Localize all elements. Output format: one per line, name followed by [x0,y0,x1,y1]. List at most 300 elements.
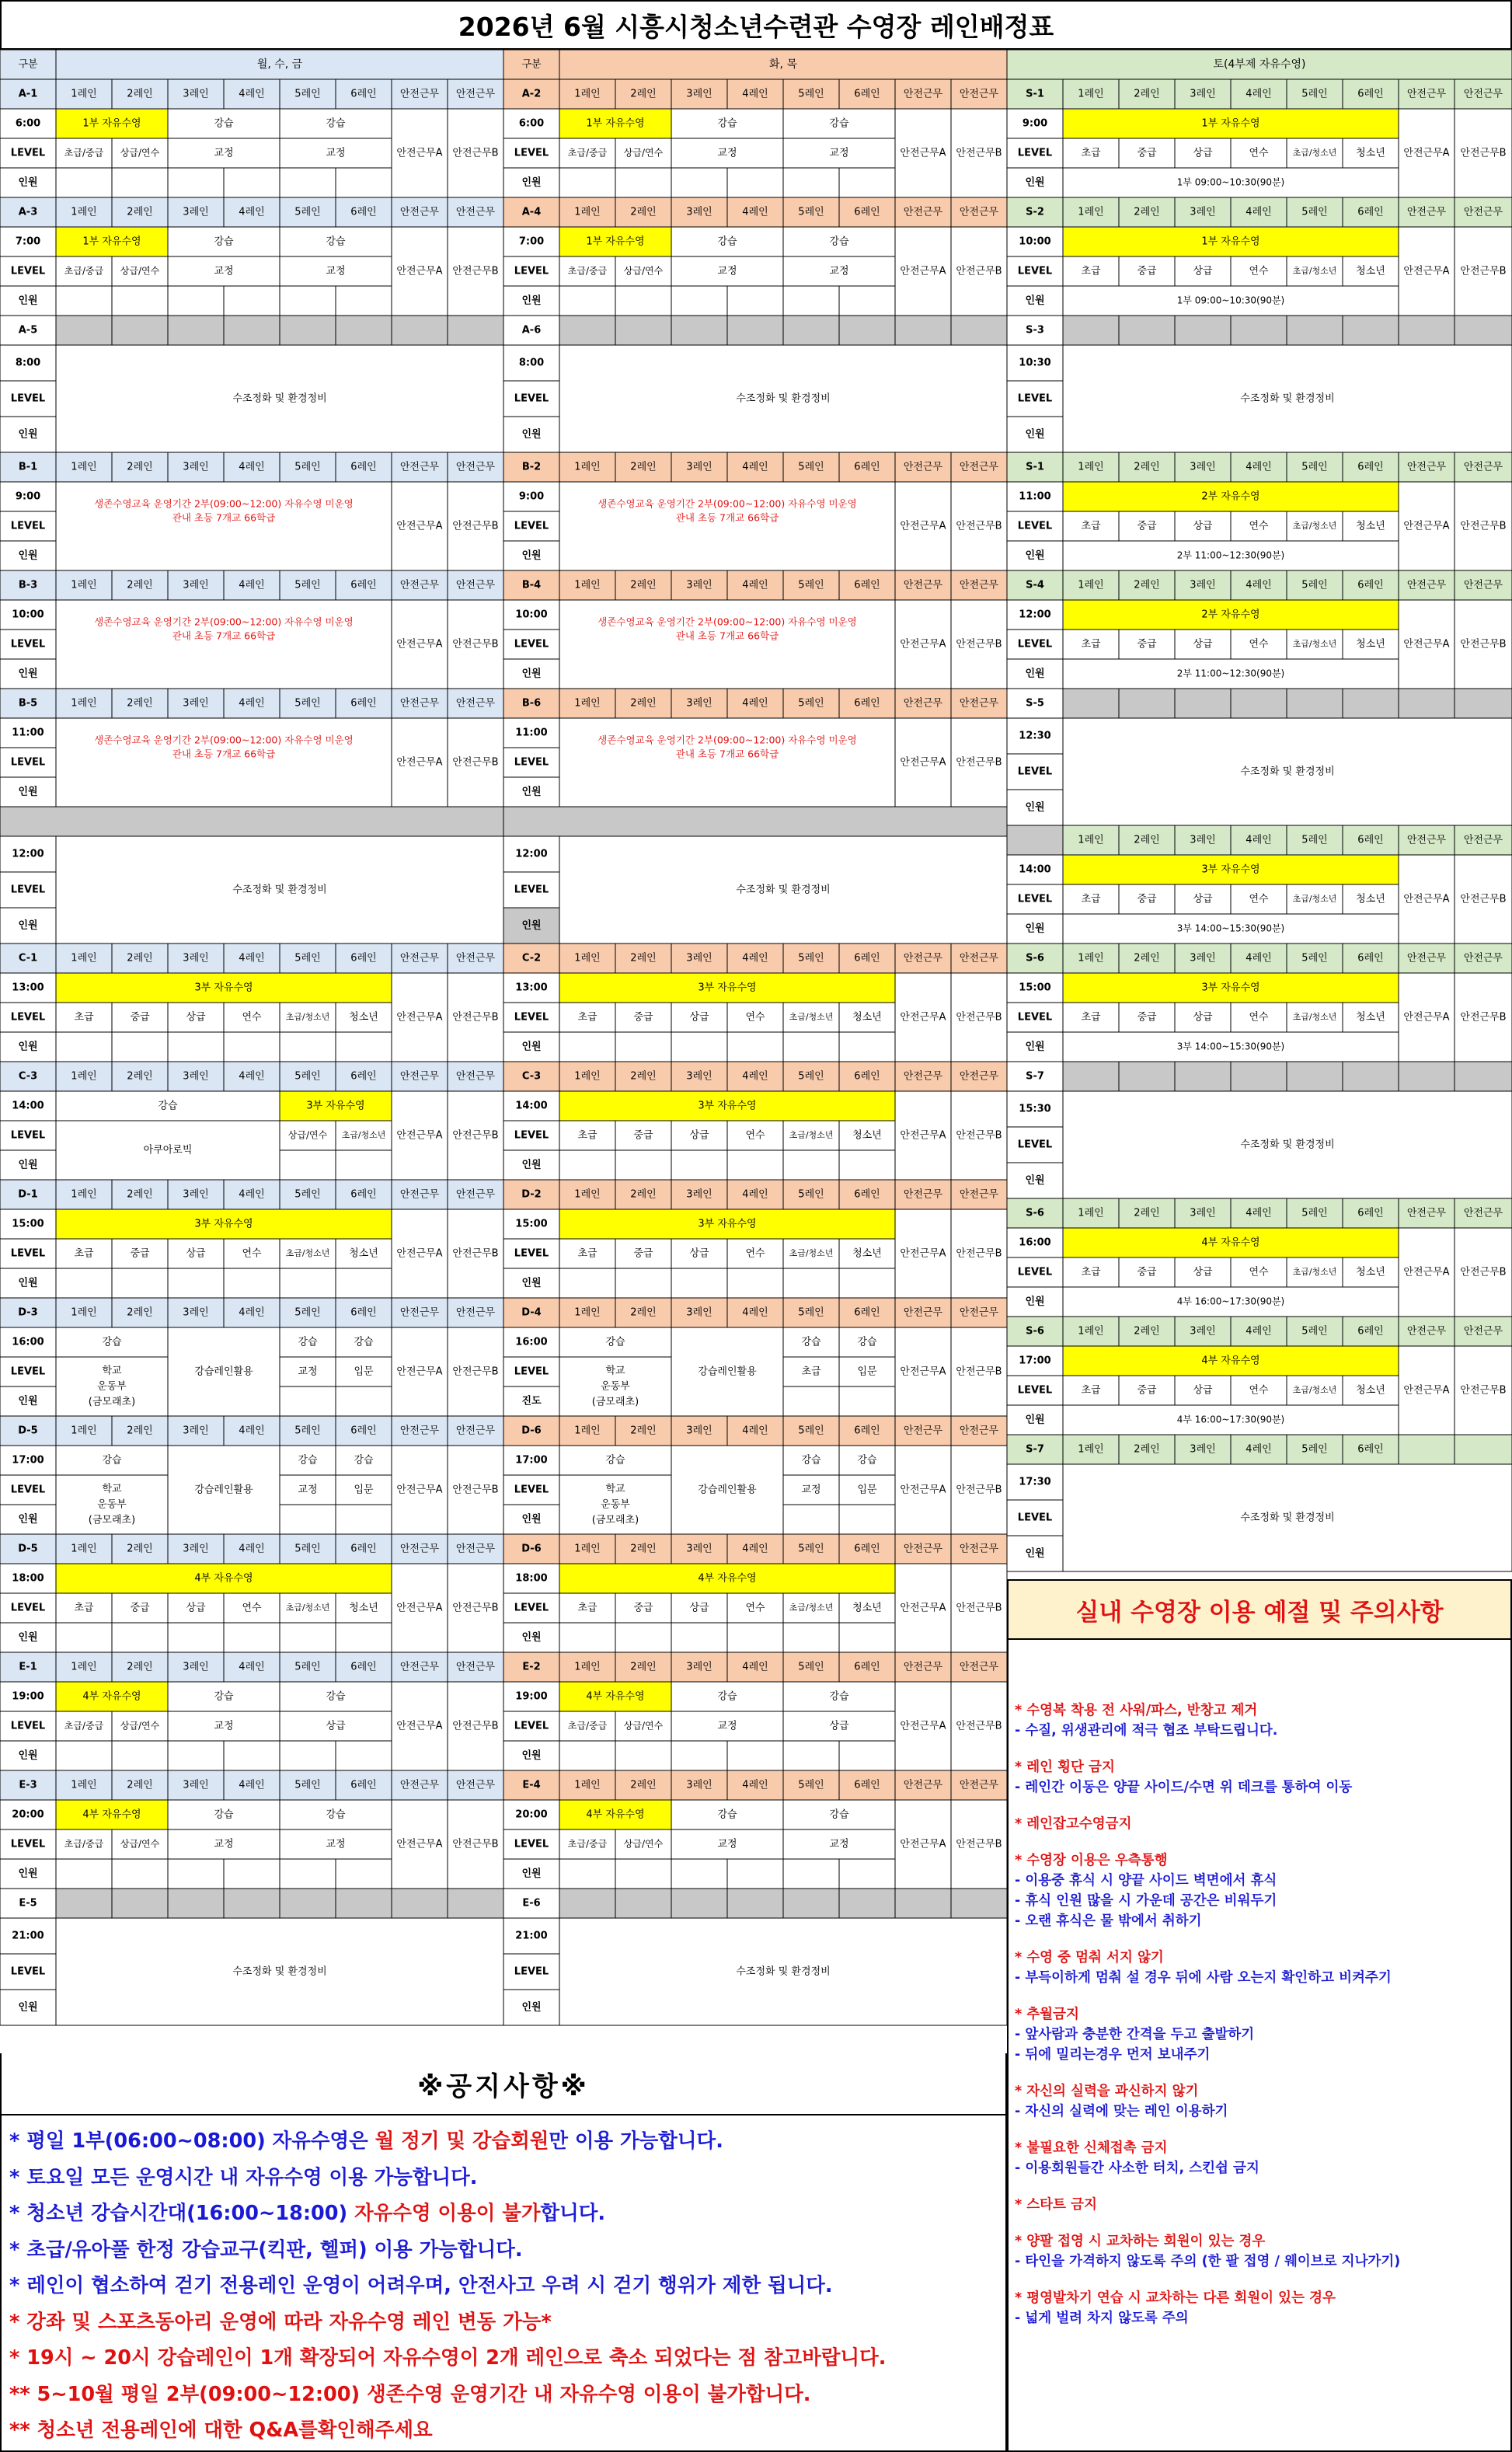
cell-text: 상급 [1193,265,1213,277]
lane-label: 5레인 [1301,461,1328,473]
safety-a: 안전근무A [900,1720,946,1732]
row-label: LEVEL [10,1247,46,1260]
cell-text: 청소년 [1356,265,1385,277]
lane-label: 6레인 [350,1543,377,1555]
table-cell [336,1386,392,1416]
lane-label: 안전근무 [399,952,440,964]
cell-text: 상급 [186,1602,206,1614]
cell-text: 강습 [857,1336,877,1348]
free-swim: 4부 자유수영 [1201,1236,1260,1249]
lane-label: 6레인 [854,88,880,100]
row-label: 11:00 [12,727,44,739]
cell-text: 강습 [326,1808,346,1821]
cell-text: 강습 [102,1454,122,1467]
table-cell [783,1386,839,1416]
table-cell [615,1859,671,1889]
table-cell [336,286,392,316]
lane-label: 1레인 [1078,1443,1104,1456]
row-label: LEVEL [10,392,46,405]
safety-a: 안전근무A [1403,638,1450,650]
survival-cell [559,482,895,570]
cell-text: 강습 [214,117,234,130]
lane-label: 안전근무 [903,952,943,964]
table-cell [839,1150,895,1180]
lane-label: 3레인 [183,1188,209,1201]
safety-b: 안전근무B [956,265,1002,277]
notice-emphasis: 자유수영 이용이 불가 [354,2202,541,2225]
row-label: 인원 [18,1868,38,1880]
lane-label: 6레인 [350,88,377,100]
row-label: 15:30 [1019,1103,1051,1115]
lane-label: 3레인 [1190,834,1216,846]
cell-text: 교정 [298,1366,318,1378]
cell-text: 입문 [857,1484,877,1496]
safety-b: 안전근무B [452,756,499,769]
row-label: 21:00 [12,1930,44,1942]
row-label: 진도 [521,1395,542,1407]
lane-label: 5레인 [798,579,824,591]
row-label: 인원 [521,428,542,441]
cell-text: 청소년 [1356,1011,1385,1024]
lane-label: 안전근무 [903,1188,943,1201]
cell-text: 청소년 [1356,893,1385,905]
table-cell [168,1741,224,1770]
lane-label: 6레인 [1357,834,1384,846]
cell-text: 초급 [1081,1266,1101,1278]
safety-b: 안전근무B [452,147,499,159]
safety-a: 안전근무A [900,1484,946,1496]
table-cell [615,1032,671,1062]
lane-label: 4레인 [239,1425,265,1437]
lane-label: 2레인 [127,1779,153,1791]
lane-label: 6레인 [854,1425,880,1437]
lane-label: 5레인 [798,1779,824,1791]
lane-label: 안전근무 [455,88,496,100]
lane-label: 안전근무 [1463,88,1503,100]
table-cell [559,1741,615,1770]
row-label: LEVEL [514,520,549,532]
free-swim: 2부 자유수영 [1201,490,1260,503]
rules-title: 실내 수영장 이용 예절 및 주의사항 [1009,1581,1510,1640]
lane-label: 5레인 [294,1306,321,1319]
row-label: 인원 [1025,428,1045,441]
rule-detail: - 오랜 휴식은 물 밖에서 취하기 [1015,1913,1202,1929]
notice-item [9,2340,995,2377]
lane-label: 안전근무 [903,1070,943,1083]
lane-label: 4레인 [1245,834,1272,846]
table-cell [559,1150,615,1180]
table-cell [56,1032,112,1062]
cell-text: 상급/연수 [623,1720,664,1732]
table-cell [671,1623,727,1652]
row-label: 7:00 [15,235,41,248]
survival-note: 생존수영교육 운영기간 2부(09:00~12:00) 자유수영 미운영 [94,616,354,628]
cell-text: 상급/연수 [623,265,664,277]
row-label: 12:00 [1019,609,1051,621]
table-cell [671,1032,727,1062]
notice-panel [0,2053,1007,2452]
row-label: LEVEL [1017,1266,1053,1278]
cell-text: 상급 [689,1602,709,1614]
cell-text: 초급 [1081,638,1101,650]
section-code: S-6 [1026,1325,1044,1338]
rule-group [1015,1850,1503,1931]
lane-label: 1레인 [71,1779,97,1791]
cleaning-note: 수조정화 및 환경정비 [232,392,327,405]
row-label: 인원 [18,919,38,932]
cell-text: 상급 [326,1720,346,1732]
rule-heading: * 수영 중 멈춰 서지 않기 [1015,1950,1164,1965]
lane-label: 6레인 [350,1070,377,1083]
cell-text: 중급 [1137,1266,1157,1278]
session-time: 3부 14:00~15:30(90분) [1176,1041,1285,1052]
table-cell [559,1032,615,1062]
cell-text: 교정 [717,147,737,159]
safety-b: 안전근무B [1460,893,1507,905]
lane-label: 3레인 [1190,206,1216,218]
cell-text: 청소년 [349,1602,378,1614]
cell-text: 초급/중급 [567,265,608,277]
table-cell [671,1741,727,1770]
cell-text: 교정 [829,265,849,277]
table-cell [783,1505,839,1534]
lane-label: 1레인 [574,1306,601,1319]
row-label: 인원 [1025,923,1045,935]
lane-label: 3레인 [1190,1443,1216,1456]
lane-label: 4레인 [742,1188,768,1201]
lane-label: 1레인 [574,952,601,964]
rule-detail: - 앞사람과 충분한 간격을 두고 출발하기 [1015,2027,1255,2042]
table-cell [168,1032,224,1062]
safety-a: 안전근무A [396,1838,443,1850]
table-cell [224,1859,280,1889]
session-time: 1부 09:00~10:30(90분) [1176,176,1285,188]
lane-label: 5레인 [798,461,824,473]
lane-label: 4레인 [1245,461,1272,473]
lane-label: 4레인 [1245,1207,1272,1219]
school-team: (금모래초) [88,1396,136,1408]
cell-text: 중급 [130,1602,150,1614]
notice-item [9,2123,995,2160]
cell-text: 초급/청소년 [1292,266,1337,276]
cell-text: 청소년 [1356,1266,1385,1278]
survival-note: 생존수영교육 운영기간 2부(09:00~12:00) 자유수영 미운영 [94,497,354,510]
cell-text: 상급/연수 [120,1720,160,1732]
lane-label: 5레인 [294,1188,321,1201]
row-label: 인원 [18,1513,38,1526]
rule-group [1015,1814,1503,1834]
lane-label: 2레인 [127,1543,153,1555]
lane-label: 안전근무 [959,952,999,964]
lane-label: 6레인 [350,461,377,473]
safety-b: 안전근무B [452,1247,499,1260]
lane-label: 4레인 [1245,1325,1272,1338]
cell-text: 초급 [1081,147,1101,159]
table-cell [280,1505,336,1534]
safety-a: 안전근무A [1403,1011,1450,1024]
lane-label: 4레인 [742,579,768,591]
table-cell [839,1386,895,1416]
lane-label: 4레인 [742,206,768,218]
free-swim: 3부 자유수영 [306,1100,365,1112]
table-cell [280,1032,336,1062]
table-cell [224,1741,280,1770]
row-label: LEVEL [1017,147,1053,159]
notice-text: * 평일 1부(06:00~08:00) 자유수영은 [9,2129,375,2153]
header-corner: 구분 [18,58,38,71]
cell-text: 강습 [801,1336,821,1348]
row-label: LEVEL [514,1247,549,1260]
school-team: 운동부 [97,1380,127,1393]
table-cell [336,1505,392,1534]
row-label: LEVEL [514,265,549,277]
cell-text: 청소년 [852,1602,882,1614]
table-cell [168,286,224,316]
row-label: 13:00 [515,982,548,994]
cell-text: 상급/연수 [623,1838,664,1850]
lane-label: 안전근무 [455,1425,496,1437]
header-days-mwf: 월, 수, 금 [256,58,303,71]
lane-label: 6레인 [854,1306,880,1319]
table-cell [839,1505,895,1534]
session-time: 1부 09:00~10:30(90분) [1176,295,1285,306]
safety-b: 안전근무B [452,1484,499,1496]
cell-text: 초급 [577,1602,597,1614]
table-cell [559,286,615,316]
lane-label: 6레인 [1357,461,1384,473]
safety-b: 안전근무B [1460,520,1507,532]
cell-text: 강습 [354,1454,374,1467]
cell-text: 강습 [298,1336,318,1348]
cell-text: 강습 [717,235,737,248]
cleaning-note: 수조정화 및 환경정비 [736,392,831,405]
cell-text: 연수 [242,1247,262,1260]
safety-a: 안전근무A [900,1838,946,1850]
table-cell [168,1859,224,1889]
lane-label: 1레인 [574,1425,601,1437]
cell-text: 연수 [1249,265,1269,277]
safety-b: 안전근무B [452,1720,499,1732]
lane-label: 6레인 [854,1070,880,1083]
row-label: LEVEL [514,1129,549,1142]
table-cell [112,1859,168,1889]
lane-label: 6레인 [854,206,880,218]
safety-b: 안전근무B [956,1838,1002,1850]
lane-label: 안전근무 [903,1661,943,1673]
row-label: 인원 [18,295,38,307]
table-cell [783,1741,839,1770]
lane-label: 2레인 [1134,579,1160,591]
lane-use: 강습레인활용 [194,1366,253,1378]
safety-b: 안전근무B [1460,638,1507,650]
cell-text: 중급 [633,1129,653,1142]
lane-label: 5레인 [1301,206,1328,218]
row-label: 인원 [521,176,542,189]
row-label: 16:00 [1019,1236,1051,1249]
cell-text: 강습 [298,1454,318,1467]
lane-label: 2레인 [630,952,657,964]
lane-label: 안전근무 [455,1543,496,1555]
notice-text: * 초급/유아풀 한정 강습교구(킥판, 헬퍼) 이용 가능합니다. [9,2237,523,2262]
table-cell [839,168,895,197]
lane-label: 6레인 [854,697,880,710]
safety-a: 안전근무A [900,265,946,277]
rule-group [1015,2231,1503,2272]
school-team: 운동부 [601,1498,630,1511]
cell-text: 상급 [1193,1266,1213,1278]
row-label: LEVEL [1017,1011,1053,1024]
cell-text: 강습 [214,1808,234,1821]
notice-title: ※공지사항※ [2,2053,1005,2115]
lane-label: 3레인 [686,1779,712,1791]
lane-label: 6레인 [350,1306,377,1319]
cell-text: 강습 [605,1454,625,1467]
session-time: 3부 14:00~15:30(90분) [1176,923,1285,934]
section-code: S-7 [1026,1070,1044,1083]
lane-label: 안전근무 [399,697,440,710]
cell-text: 연수 [1249,520,1269,532]
section-code: D-2 [521,1188,542,1201]
session-time: 4부 16:00~17:30(90분) [1176,1296,1285,1307]
gray-row [1063,1062,1512,1091]
lane-label: 4레인 [742,1425,768,1437]
cell-text: 강습 [829,235,849,248]
safety-b: 안전근무B [956,1484,1002,1496]
safety-b: 안전근무B [452,265,499,277]
row-label: 인원 [18,2001,38,2014]
lane-label: 안전근무 [1463,579,1503,591]
cell-text: 연수 [1249,1384,1269,1397]
row-label: 16:00 [515,1336,548,1348]
row-label: 인원 [521,1159,542,1171]
lane-label: 안전근무 [399,1425,440,1437]
lane-label: 4레인 [239,206,265,218]
lane-label: 1레인 [1078,1207,1104,1219]
row-label: LEVEL [10,884,46,896]
table-cell [280,168,336,197]
lane-label: 3레인 [686,952,712,964]
gray-row [0,807,503,836]
cell-text: 중급 [1137,1011,1157,1024]
table-cell [615,1150,671,1180]
cell-text: 초급 [1081,893,1101,905]
notice-text: * 레인이 협소하여 걷기 전용레인 운영이 어려우며, 안전사고 우려 시 걷기 행위가 제한 됩니다. [9,2274,833,2297]
lane-label: 안전근무 [1406,579,1447,591]
cell-text: 상급 [829,1720,849,1732]
cell-text: 입문 [857,1366,877,1378]
lane-label: 3레인 [686,1543,712,1555]
notice-item [9,2232,995,2269]
row-label: 인원 [18,428,38,441]
lane-label: 3레인 [183,952,209,964]
rule-detail: - 타인을 가격하지 않도록 주의 (한 팔 접영 / 웨이브로 지나가기) [1015,2254,1401,2269]
cell-text: 초급 [74,1602,94,1614]
table-cell [56,1268,112,1298]
row-label: LEVEL [514,1720,549,1732]
table-cell [839,286,895,316]
safety-b: 안전근무B [956,1129,1002,1142]
cleaning-note: 수조정화 및 환경정비 [1240,1139,1335,1151]
lane-label: 안전근무 [399,206,440,218]
cell-text: 초급/청소년 [1292,148,1337,158]
lane-use: 강습레인활용 [698,1484,757,1496]
lane-label: 3레인 [183,1425,209,1437]
row-label: 9:00 [15,490,41,503]
lane-label: 안전근무 [1406,88,1447,100]
session-time: 2부 11:00~12:30(90분) [1176,549,1285,561]
cell-text: 중급 [1137,638,1157,650]
gray-row [1063,316,1512,345]
row-label: LEVEL [1017,1512,1053,1524]
free-swim: 3부 자유수영 [698,982,757,994]
lane-label: 2레인 [630,697,657,710]
lane-label: 1레인 [71,1070,97,1083]
cell-text: 초급 [577,1247,597,1260]
school-team: (금모래초) [591,1514,639,1526]
free-swim: 4부 자유수영 [194,1572,253,1585]
safety-a: 안전근무A [900,1602,946,1614]
lane-label: 1레인 [1078,461,1104,473]
lane-label: 안전근무 [399,579,440,591]
safety-a: 안전근무A [396,1720,443,1732]
cleaning-note: 수조정화 및 환경정비 [232,1965,327,1978]
cell-text: 청소년 [1356,638,1385,650]
cell-text: 초급 [577,1129,597,1142]
row-label: 인원 [521,1041,542,1053]
lane-label: 안전근무 [959,1425,999,1437]
cell-text: 중급 [130,1247,150,1260]
safety-b: 안전근무B [1460,147,1507,159]
rule-heading: * 추월금지 [1015,2007,1079,2022]
aqua-aerobics: 아쿠아로빅 [143,1144,193,1156]
lane-label: 6레인 [350,1661,377,1673]
cell-text: 초급/청소년 [1292,1385,1337,1395]
row-label: 인원 [18,1631,38,1644]
cell-text: 초급/중급 [567,1838,608,1850]
row-label: LEVEL [1017,766,1053,778]
rule-detail: - 레인간 이동은 양끝 사이드/수면 위 데크를 통하여 이동 [1015,1780,1353,1795]
lane-label: 3레인 [183,1306,209,1319]
lane-label: 6레인 [854,461,880,473]
cell-text: 초급 [801,1366,821,1378]
table-cell [112,1268,168,1298]
row-label: LEVEL [1017,392,1053,405]
cell-text: 청소년 [1356,520,1385,532]
section-code: E-5 [19,1897,37,1910]
lane-label: 5레인 [294,206,321,218]
table-cell [671,286,727,316]
row-label: LEVEL [10,520,46,532]
safety-b: 안전근무B [452,1011,499,1024]
lane-label: 안전근무 [399,1070,440,1083]
row-label: 11:00 [515,727,548,739]
table-cell [112,1623,168,1652]
row-label: LEVEL [514,1011,549,1024]
table-cell [671,168,727,197]
row-label: 인원 [1025,549,1045,562]
cell-text: 상급 [689,1129,709,1142]
lane-label: 안전근무 [1406,952,1447,964]
safety-b: 안전근무B [452,1129,499,1142]
lane-label: 1레인 [1078,88,1104,100]
survival-cell [56,718,392,807]
lane-label: 1레인 [71,88,97,100]
safety-b: 안전근무B [956,1720,1002,1732]
cell-text: 강습 [326,1690,346,1703]
section-code: B-5 [18,697,38,710]
row-label: LEVEL [514,884,549,896]
free-swim: 3부 자유수영 [1201,863,1260,876]
